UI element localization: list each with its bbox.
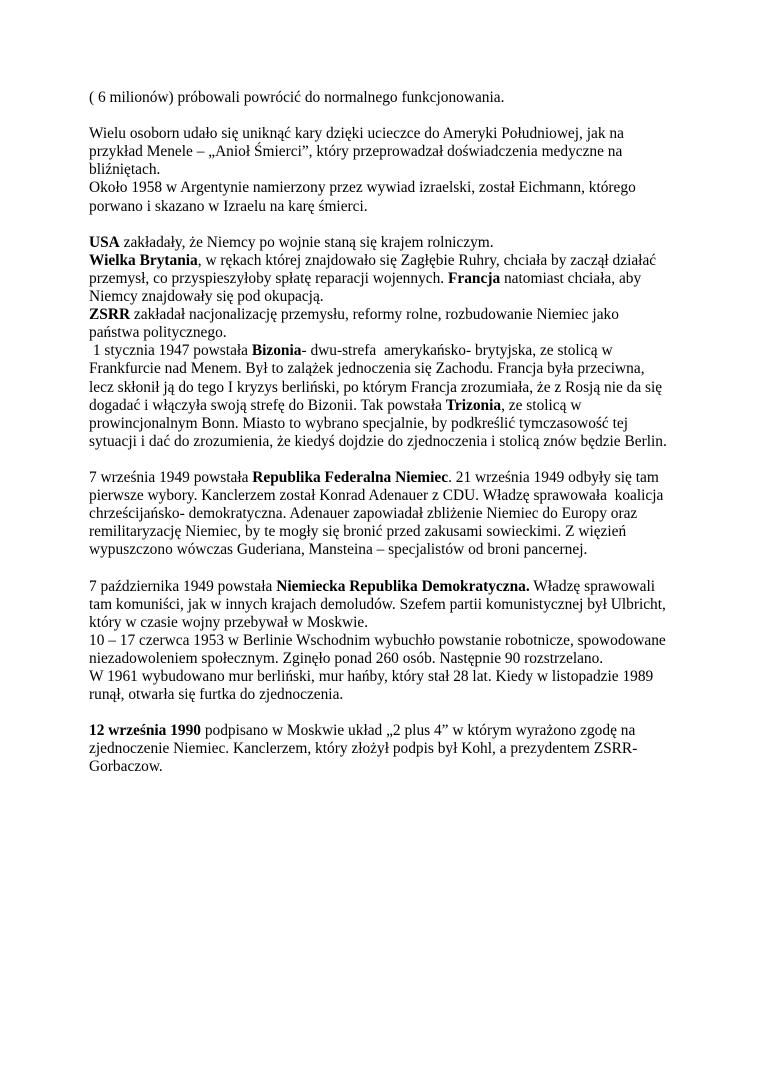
text-run: W 1961 wybudowano mur berliński, mur hańby, który stał 28 lat. Kiedy w listopadzie 1989 bbox=[89, 668, 654, 685]
paragraph bbox=[89, 722, 689, 776]
text-run: runął, otwarła się furtka do zjednoczenia. bbox=[89, 686, 344, 704]
text-line bbox=[89, 758, 689, 776]
text-run: który w czasie wojny przebywał w Moskwie. bbox=[89, 613, 369, 631]
paragraph-gap bbox=[89, 451, 689, 469]
text-line bbox=[89, 288, 689, 306]
bold-term: ZSRR bbox=[89, 306, 131, 324]
text-line bbox=[89, 252, 689, 270]
text-run: Około 1958 w Argentynie namierzony przez wywiad izraelski, został Eichmann, którego bbox=[89, 179, 636, 197]
text-run: wypuszczono wówczas Guderiana, Mansteina – specjalistów od broni pancernej. bbox=[89, 541, 588, 559]
text-run: prowincjonalnym Bonn. Miasto to wybrano specjalnie, by podkreślić tymczasowość tej bbox=[89, 414, 628, 432]
paragraph bbox=[89, 234, 689, 451]
text-run: przemysł, co przyspieszyłoby spłatę reparacji wojennych. bbox=[89, 269, 448, 287]
text-run: tam komuniści, jak w innych krajach demoludów. Szefem partii komunistycznej był Ulbricht, bbox=[89, 595, 666, 613]
bold-term: Republika Federalna Niemiec bbox=[252, 468, 449, 486]
paragraph-gap bbox=[89, 107, 689, 125]
text-run: Frankfurcie nad Menem. Był to zalążek jednoczenia się Zachodu. Francja była przeciwna, bbox=[89, 360, 645, 378]
text-line bbox=[89, 722, 689, 740]
text-line bbox=[89, 89, 689, 107]
text-line bbox=[89, 397, 689, 415]
text-run: Gorbaczow. bbox=[89, 758, 163, 776]
text-run: podpisano w Moskwie układ „2 plus 4” w którym wyrażono zgodę na bbox=[201, 722, 636, 740]
text-run: zjednoczenie Niemiec. Kanclerzem, który złożył podpis był Kohl, a prezydentem ZSRR- bbox=[89, 740, 638, 758]
bold-term: Niemiecka Republika Demokratyczna. bbox=[276, 577, 530, 595]
text-line bbox=[89, 686, 689, 704]
text-run: zakładał nacjonalizację przemysłu, reformy rolne, rozbudowanie Niemiec jako bbox=[130, 306, 619, 324]
text-run: natomiast chciała, aby bbox=[500, 269, 642, 287]
bold-term: 12 września 1990 bbox=[89, 722, 201, 740]
text-line bbox=[89, 234, 689, 252]
paragraph bbox=[89, 125, 689, 215]
text-run: remilitaryzację Niemiec, by te mogły się bronić przed zakusami sowieckimi. Z więzień bbox=[89, 523, 627, 541]
paragraph bbox=[89, 469, 689, 559]
text-line bbox=[89, 379, 689, 397]
text-line bbox=[89, 179, 689, 197]
text-run: porwano i skazano w Izraelu na karę śmierci. bbox=[89, 197, 368, 215]
text-line bbox=[89, 415, 689, 433]
text-line bbox=[89, 668, 689, 686]
paragraph-gap bbox=[89, 704, 689, 722]
text-run: Niemcy znajdowały się pod okupacją. bbox=[89, 288, 324, 306]
text-line bbox=[89, 541, 689, 559]
text-run: 7 września 1949 powstała bbox=[89, 468, 253, 486]
bold-term: USA bbox=[89, 233, 120, 251]
text-run: zakładały, że Niemcy po wojnie staną się krajem rolniczym. bbox=[119, 233, 494, 251]
text-line bbox=[89, 523, 689, 541]
document-page bbox=[89, 89, 689, 777]
text-line bbox=[89, 650, 689, 668]
text-line bbox=[89, 360, 689, 378]
text-run: 1 stycznia 1947 powstała bbox=[89, 342, 252, 360]
text-line bbox=[89, 578, 689, 596]
text-line bbox=[89, 306, 689, 324]
text-run: , ze stolicą w bbox=[501, 396, 582, 414]
text-line bbox=[89, 324, 689, 342]
text-run: lecz skłonił ją do tego I kryzys berliński, po którym Francja zrozumiała, że z Rosją nie da się bbox=[89, 378, 663, 396]
text-line bbox=[89, 614, 689, 632]
paragraph bbox=[89, 89, 689, 107]
text-run: 10 – 17 czerwca 1953 w Berlinie Wschodnim wybuchło powstanie robotnicze, spowodowane bbox=[89, 631, 666, 649]
paragraph-gap bbox=[89, 559, 689, 577]
text-run: Władzę sprawowali bbox=[529, 577, 656, 595]
text-run: - dwu-strefa amerykańsko- brytyjska, ze stolicą w bbox=[301, 342, 613, 360]
text-line bbox=[89, 270, 689, 288]
text-run: . 21 września 1949 odbyły się tam bbox=[448, 468, 659, 486]
text-line bbox=[89, 596, 689, 614]
bold-term: Wielka Brytania bbox=[89, 251, 198, 269]
text-run: 7 października 1949 powstała bbox=[89, 577, 277, 595]
text-line bbox=[89, 505, 689, 523]
text-line bbox=[89, 433, 689, 451]
text-run: niezadowoleniem społecznym. Zginęło ponad 260 osób. Następnie 90 rozstrzelano. bbox=[89, 649, 604, 667]
text-line bbox=[89, 161, 689, 179]
text-line bbox=[89, 487, 689, 505]
text-run: bliźniętach. bbox=[89, 161, 161, 179]
text-run: państwa politycznego. bbox=[89, 324, 227, 342]
text-run: dogadać i włączyła swoją strefę do Bizonii. Tak powstała bbox=[89, 396, 446, 414]
text-line bbox=[89, 143, 689, 161]
bold-term: Trizonia bbox=[445, 396, 502, 414]
bold-term: Bizonia bbox=[251, 342, 302, 360]
text-line bbox=[89, 198, 689, 216]
bold-term: Francja bbox=[448, 269, 501, 287]
paragraph-gap bbox=[89, 216, 689, 234]
text-line bbox=[89, 125, 689, 143]
text-run: Wielu osoborn udało się uniknąć kary dzięki ucieczce do Ameryki Południowej, jak na bbox=[89, 125, 624, 143]
text-run: pierwsze wybory. Kanclerzem został Konrad Adenauer z CDU. Władzę sprawowała koalicja bbox=[89, 487, 664, 505]
text-line bbox=[89, 632, 689, 650]
text-run: ( 6 milionów) próbowali powrócić do normalnego funkcjonowania. bbox=[89, 89, 505, 106]
text-run: sytuacji i dać do zrozumienia, że kiedyś dojdzie do zjednoczenia i stolicą znów będzie Berlin. bbox=[89, 432, 667, 450]
text-line bbox=[89, 469, 689, 487]
text-line bbox=[89, 740, 689, 758]
text-line bbox=[89, 342, 689, 360]
paragraph bbox=[89, 578, 689, 705]
text-run: przykład Menele – „Anioł Śmierci”, który przeprowadzał doświadczenia medyczne na bbox=[89, 143, 623, 161]
text-run: chrześcijańsko- demokratyczna. Adenauer zapowiadał zbliżenie Niemiec do Europy oraz bbox=[89, 505, 638, 523]
text-run: , w rękach której znajdowało się Zagłębie Ruhry, chciała by zaczął działać bbox=[197, 251, 657, 269]
